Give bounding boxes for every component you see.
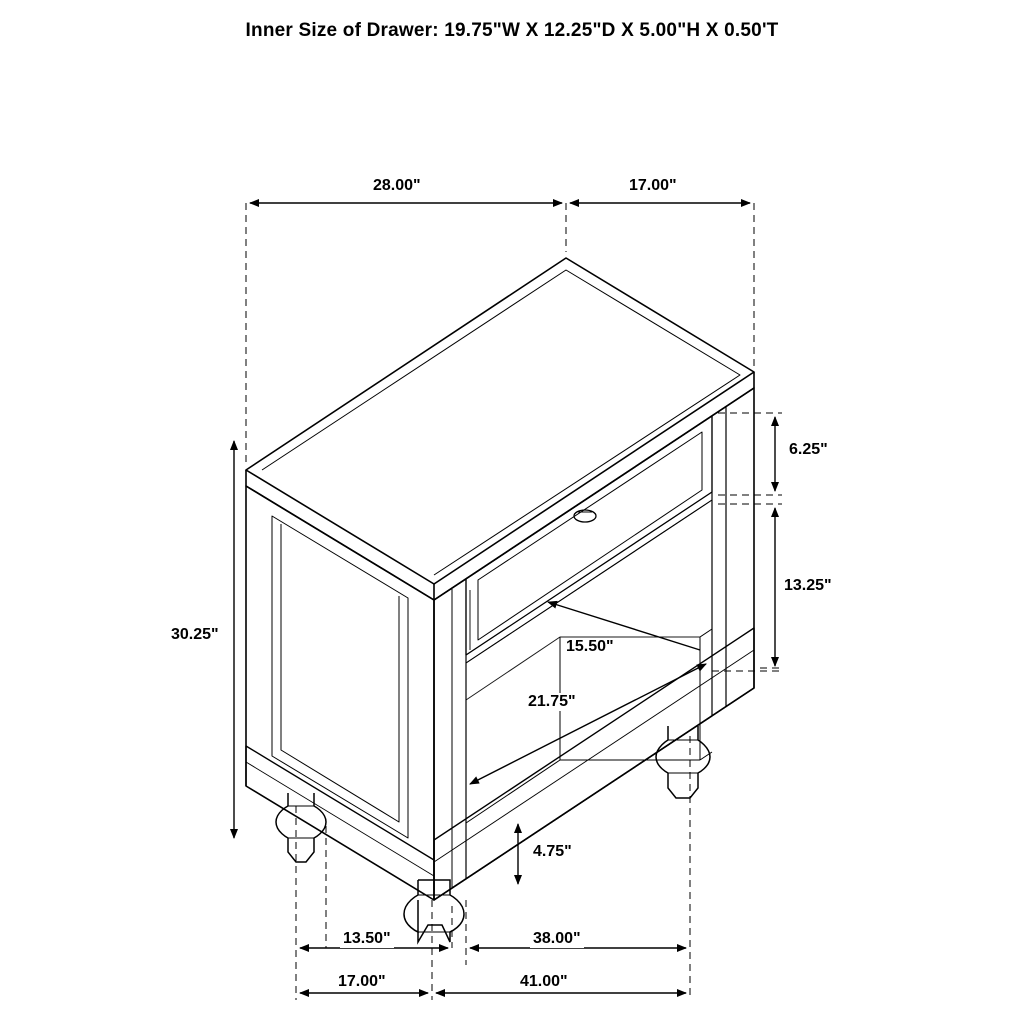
extension-lines bbox=[246, 203, 782, 1000]
dimension-label-13-25: 13.25" bbox=[781, 577, 835, 595]
dimension-label-15-50: 15.50" bbox=[563, 638, 617, 656]
dimension-label-13-50: 13.50" bbox=[340, 930, 394, 948]
dimension-label-28: 28.00" bbox=[370, 177, 424, 195]
dimension-arrows bbox=[234, 203, 775, 993]
dimension-label-21-75: 21.75" bbox=[525, 693, 579, 711]
dimension-label-41-00: 41.00" bbox=[517, 973, 571, 991]
cabinet-body bbox=[246, 258, 754, 900]
dimension-label-38-00: 38.00" bbox=[530, 930, 584, 948]
dimension-label-4-75: 4.75" bbox=[530, 843, 575, 861]
dimension-label-17-bottom: 17.00" bbox=[335, 973, 389, 991]
dimension-label-17-top: 17.00" bbox=[626, 177, 680, 195]
page-title: Inner Size of Drawer: 19.75"W X 12.25"D X 5.00"H X 0.50'T bbox=[245, 20, 779, 41]
dimension-label-30-25: 30.25" bbox=[168, 626, 222, 644]
turned-legs bbox=[276, 726, 710, 942]
dimension-label-6-25: 6.25" bbox=[786, 441, 831, 459]
